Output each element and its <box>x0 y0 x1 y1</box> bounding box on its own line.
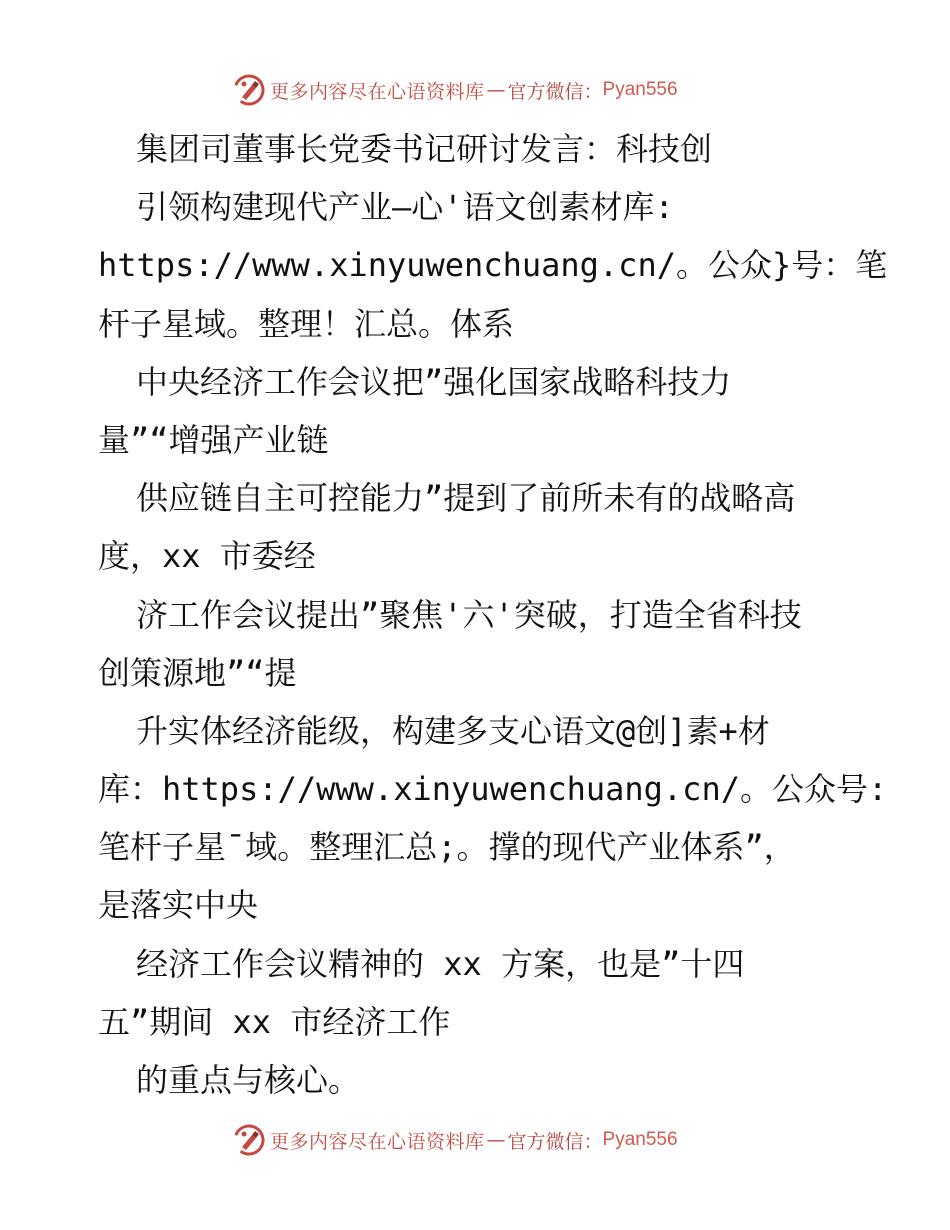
text-line: 供应链自主可控能力”提到了前所未有的战略高 <box>136 479 796 518</box>
banner-dash: — <box>486 79 506 101</box>
text-line: 度，xx 市委经 <box>98 537 316 576</box>
banner-dash: — <box>486 1129 506 1151</box>
footer-watermark-banner <box>232 1122 678 1158</box>
text-line: 中央经济工作会议把”强化国家战略科技力 <box>136 362 732 401</box>
pen-logo-icon <box>232 73 266 107</box>
text-line: 引领构建现代产业—心'语文创素材库: <box>136 188 674 227</box>
banner-wechat-id: Pyan556 <box>602 1129 678 1150</box>
pen-logo-icon <box>232 1123 266 1157</box>
text-line: 创策源地”“提 <box>98 653 297 692</box>
document-body <box>98 120 888 1109</box>
text-line: 的重点与核心。 <box>136 1061 361 1099</box>
text-line: 经济工作会议精神的 xx 方案，也是”十四 <box>136 944 745 983</box>
banner-official-label: 官方微信： <box>507 1130 603 1153</box>
text-line: 集团司董事长党委书记研讨发言：科技创 <box>136 130 713 168</box>
text-line: 五”期间 xx 市经济工作 <box>98 1002 451 1041</box>
text-line: 杆子星域。整理！汇总。体系 <box>98 304 515 343</box>
text-line: 笔杆子星¯域。整理汇总;。撑的现代产业体系”， <box>98 828 796 867</box>
banner-text: 更多内容尽在心语资料库 <box>270 1130 485 1153</box>
text-line: 济工作会议提出”聚焦'六'突破，打造全省科技 <box>136 595 802 634</box>
text-line: https://www.xinyuwenchuang.cn/。公众}号：笔 <box>98 246 888 285</box>
banner-text: 更多内容尽在心语资料库 <box>270 80 485 103</box>
header-watermark-banner <box>232 72 678 108</box>
banner-official-label: 官方微信： <box>507 80 603 103</box>
text-line: 是落实中央 <box>98 886 259 925</box>
banner-wechat-id: Pyan556 <box>602 79 678 100</box>
text-line: 量”“增强产业链 <box>98 420 329 459</box>
text-line: 库：https://www.xinyuwenchuang.cn/。公众号: <box>98 770 888 809</box>
text-line: 升实体经济能级，构建多支心语文@创]素+材 <box>136 711 770 750</box>
